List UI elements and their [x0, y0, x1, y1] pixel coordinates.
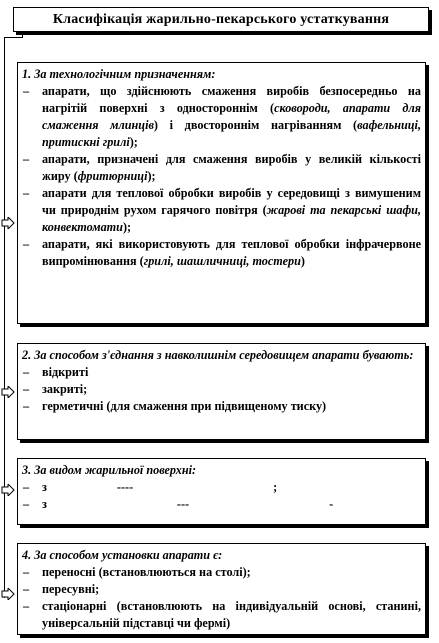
list-item: – з --- -: [23, 497, 334, 511]
connector-line: [4, 37, 5, 598]
diagram-title: [13, 7, 429, 32]
list-item: – апарати, які використовують для теплової обробки інфрачервоне випромінювання (грилі, шашличниці, тостери): [23, 237, 421, 268]
section-environment-connection: [17, 343, 426, 440]
list-item: – закриті;: [23, 382, 88, 396]
list-item: – стаціонарні (встановлюють на індивідуальній основі, станині, універсальній підставці чи фермі): [23, 599, 421, 630]
list-item: – переносні (встановлюються на столі);: [23, 565, 251, 579]
section-frying-surface: [17, 458, 426, 525]
list-item: – пересувні;: [23, 582, 100, 596]
connector-top-stub: [22, 31, 23, 38]
list-item: – відкриті: [23, 365, 89, 379]
arrow-right-icon: [1, 386, 15, 398]
section-heading: 3. За видом жарильної поверхні:: [22, 463, 197, 477]
list-item: – герметичні (для смаження при підвищеному тиску): [23, 399, 327, 413]
list-item: – апарати, призначені для смаження виробів у великій кількості жиру (фритюрниці);: [23, 152, 421, 183]
list-item: – з ---- ;: [23, 480, 278, 494]
list-item: – апарати, що здійснюють смаження виробів безпосередньо на нагрітій поверхні з одностороннім (сковороди, апарати для смаження млинців) і двостороннім нагріванням (вафельниці, притискні грилі);: [23, 84, 421, 149]
section-heading: 1. За технологічним призначенням:: [22, 67, 216, 81]
section-installation-method: [17, 543, 426, 635]
arrow-right-icon: [1, 484, 15, 496]
connector-top-line: [4, 37, 22, 38]
arrow-right-icon: [1, 588, 15, 600]
list-item: – апарати для теплової обробки виробів у середовищі з вимушеним чи природнім рухом гарячого повітря (жарові та пекарські шафи, конвектомати);: [23, 186, 421, 234]
section-heading: 2. За способом з'єднання з навколишнім середовищем апарати бувають:: [22, 348, 414, 362]
section-technological-purpose: [17, 62, 426, 324]
arrow-right-icon: [1, 217, 15, 229]
section-heading: 4. За способом установки апарати є:: [22, 548, 223, 562]
diagram-title-text: Класифікація жарильно-пекарського устаткування: [52, 11, 390, 27]
